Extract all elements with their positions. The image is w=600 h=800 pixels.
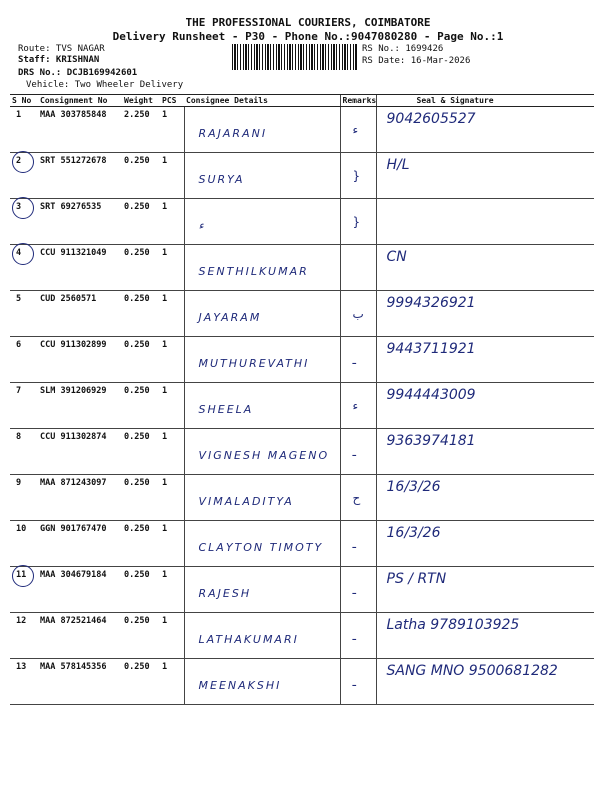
consignee-name-handwritten: RAJARANI <box>198 127 268 140</box>
consignment-number: CUD 2560571 <box>38 291 122 337</box>
serial-number-cell <box>10 107 38 153</box>
consignee-cell <box>184 291 340 337</box>
serial-number-cell <box>10 429 38 475</box>
pieces-count: 1 <box>160 429 184 475</box>
remark-mark: ـ <box>352 583 357 597</box>
serial-number-cell <box>10 521 38 567</box>
signature-handwritten: 9042605527 <box>386 111 476 127</box>
signature-handwritten: Latha 9789103925 <box>386 617 520 633</box>
table-row <box>10 613 594 659</box>
consignment-number: CCU 911321049 <box>38 245 122 291</box>
pieces-count: 1 <box>160 383 184 429</box>
serial-number: 7 <box>16 386 22 396</box>
weight-value: 0.250 <box>122 383 160 429</box>
signature-handwritten: 9944443009 <box>386 387 476 403</box>
drs-label: DRS No.: DCJB169942601 <box>18 68 138 78</box>
remarks-cell <box>340 521 376 567</box>
consignee-cell <box>184 107 340 153</box>
table-row <box>10 521 594 567</box>
signature-handwritten: SANG MNO 9500681282 <box>386 663 558 679</box>
consignment-number: GGN 901767470 <box>38 521 122 567</box>
consignee-name-handwritten: VIGNESH MAGENO <box>198 449 330 462</box>
consignee-cell <box>184 245 340 291</box>
consignee-name-handwritten: CLAYTON TIMOTY <box>198 541 324 554</box>
remark-mark: ـ <box>352 445 357 459</box>
weight-value: 0.250 <box>122 337 160 383</box>
serial-number: 6 <box>16 340 22 350</box>
handwritten-circle-mark <box>12 151 34 173</box>
weight-value: 0.250 <box>122 567 160 613</box>
serial-number-cell <box>10 337 38 383</box>
consignee-name-handwritten: ء <box>198 219 204 232</box>
weight-value: 0.250 <box>122 245 160 291</box>
signature-cell <box>376 337 594 383</box>
serial-number: 11 <box>16 570 27 580</box>
consignment-number: MAA 872521464 <box>38 613 122 659</box>
route-label: Route: TVS NAGAR <box>18 44 105 54</box>
consignment-number: CCU 911302899 <box>38 337 122 383</box>
rs-number: RS No.: 1699426 <box>362 44 444 54</box>
signature-cell <box>376 429 594 475</box>
signature-cell <box>376 199 594 245</box>
serial-number-cell <box>10 613 38 659</box>
table-row <box>10 659 594 705</box>
consignee-cell <box>184 613 340 659</box>
serial-number: 8 <box>16 432 22 442</box>
remarks-cell <box>340 659 376 705</box>
signature-cell <box>376 245 594 291</box>
weight-value: 0.250 <box>122 199 160 245</box>
serial-number: 1 <box>16 110 22 120</box>
consignment-number: SLM 391206929 <box>38 383 122 429</box>
pieces-count: 1 <box>160 659 184 705</box>
signature-handwritten: 16/3/26 <box>386 479 441 495</box>
remark-mark: ـ <box>352 675 357 689</box>
serial-number: 3 <box>16 202 22 212</box>
consignee-cell <box>184 199 340 245</box>
remarks-cell <box>340 291 376 337</box>
serial-number: 4 <box>16 248 22 258</box>
consignee-cell <box>184 567 340 613</box>
signature-cell <box>376 291 594 337</box>
rs-date: RS Date: 16-Mar-2026 <box>362 56 471 66</box>
remark-mark: ـ <box>352 629 357 643</box>
weight-value: 0.250 <box>122 521 160 567</box>
serial-number-cell <box>10 567 38 613</box>
signature-cell <box>376 475 594 521</box>
pieces-count: 1 <box>160 153 184 199</box>
consignee-cell <box>184 429 340 475</box>
signature-cell <box>376 659 594 705</box>
serial-number-cell <box>10 153 38 199</box>
handwritten-circle-mark <box>12 197 34 219</box>
serial-number-cell <box>10 245 38 291</box>
serial-number-cell <box>10 291 38 337</box>
remarks-cell <box>340 107 376 153</box>
table-row <box>10 153 594 199</box>
signature-handwritten: 9994326921 <box>386 295 476 311</box>
weight-value: 0.250 <box>122 475 160 521</box>
consignment-number: MAA 303785848 <box>38 107 122 153</box>
signature-cell <box>376 383 594 429</box>
serial-number-cell <box>10 475 38 521</box>
pieces-count: 1 <box>160 337 184 383</box>
consignee-name-handwritten: SHEELA <box>198 403 254 416</box>
weight-value: 0.250 <box>122 429 160 475</box>
handwritten-circle-mark <box>12 243 34 265</box>
header-col-sno: S No <box>10 95 38 107</box>
serial-number: 9 <box>16 478 22 488</box>
pieces-count: 1 <box>160 245 184 291</box>
serial-number: 10 <box>16 524 27 534</box>
consignment-number: MAA 871243097 <box>38 475 122 521</box>
consignee-name-handwritten: SURYA <box>198 173 245 186</box>
consignee-name-handwritten: RAJESH <box>198 587 252 600</box>
consignee-cell <box>184 659 340 705</box>
table-row <box>10 383 594 429</box>
remarks-cell <box>340 199 376 245</box>
remark-mark: ء <box>352 399 359 413</box>
handwritten-circle-mark <box>12 565 34 587</box>
consignment-number: SRT 551272678 <box>38 153 122 199</box>
signature-handwritten: H/L <box>386 157 410 173</box>
vehicle-label: Vehicle: Two Wheeler Delivery <box>26 80 184 90</box>
remark-mark: ـ <box>352 353 357 367</box>
consignee-name-handwritten: VIMALADITYA <box>198 495 294 508</box>
serial-number-cell <box>10 199 38 245</box>
consignment-number: SRT 69276535 <box>38 199 122 245</box>
table-row <box>10 107 594 153</box>
remarks-cell <box>340 245 376 291</box>
remark-mark: ء <box>352 123 359 137</box>
signature-handwritten: 9443711921 <box>386 341 476 357</box>
consignee-cell <box>184 475 340 521</box>
consignment-number: MAA 578145356 <box>38 659 122 705</box>
table-row <box>10 567 594 613</box>
remarks-cell <box>340 383 376 429</box>
remarks-cell <box>340 153 376 199</box>
consignee-name-handwritten: LATHAKUMARI <box>198 633 299 646</box>
remarks-cell <box>340 337 376 383</box>
table-header-row <box>10 95 594 107</box>
weight-value: 2.250 <box>122 107 160 153</box>
serial-number: 2 <box>16 156 22 166</box>
remark-mark: ـ <box>352 537 357 551</box>
consignee-cell <box>184 153 340 199</box>
pieces-count: 1 <box>160 199 184 245</box>
header-col-signature: Seal & Signature <box>376 95 594 107</box>
delivery-table <box>10 94 594 705</box>
table-row <box>10 429 594 475</box>
pieces-count: 1 <box>160 521 184 567</box>
remark-mark: ح <box>352 491 361 505</box>
signature-cell <box>376 613 594 659</box>
signature-handwritten: PS / RTN <box>386 571 447 587</box>
serial-number: 13 <box>16 662 27 672</box>
company-title: THE PROFESSIONAL COURIERS, COIMBATORE <box>185 16 431 29</box>
pieces-count: 1 <box>160 567 184 613</box>
serial-number: 5 <box>16 294 22 304</box>
consignment-number: MAA 304679184 <box>38 567 122 613</box>
remarks-cell <box>340 613 376 659</box>
pieces-count: 1 <box>160 107 184 153</box>
table-row <box>10 291 594 337</box>
consignee-name-handwritten: MEENAKSHI <box>198 679 282 692</box>
serial-number-cell <box>10 383 38 429</box>
pieces-count: 1 <box>160 613 184 659</box>
consignee-name-handwritten: SENTHILKUMAR <box>198 265 309 278</box>
weight-value: 0.250 <box>122 291 160 337</box>
consignee-cell <box>184 521 340 567</box>
weight-value: 0.250 <box>122 613 160 659</box>
serial-number-cell <box>10 659 38 705</box>
header-col-weight: Weight <box>122 95 160 107</box>
table-row <box>10 245 594 291</box>
consignee-name-handwritten: MUTHUREVATHI <box>198 357 310 370</box>
remarks-cell <box>340 475 376 521</box>
barcode-image <box>232 44 357 70</box>
header-col-consignee: Consignee Details <box>184 95 340 107</box>
signature-cell <box>376 153 594 199</box>
remarks-cell <box>340 567 376 613</box>
header-col-pcs: PCS <box>160 95 184 107</box>
weight-value: 0.250 <box>122 659 160 705</box>
table-row <box>10 337 594 383</box>
signature-cell <box>376 107 594 153</box>
header-col-consignment: Consignment No <box>38 95 122 107</box>
header-col-remarks: Remarks <box>340 95 376 107</box>
remark-mark: ب <box>352 307 364 321</box>
remark-mark: } <box>352 215 361 229</box>
remarks-cell <box>340 429 376 475</box>
consignee-name-handwritten: JAYARAM <box>198 311 262 324</box>
staff-label: Staff: KRISHNAN <box>18 55 100 65</box>
consignee-cell <box>184 383 340 429</box>
serial-number: 12 <box>16 616 27 626</box>
pieces-count: 1 <box>160 475 184 521</box>
signature-handwritten: 16/3/26 <box>386 525 441 541</box>
runsheet-title: Delivery Runsheet - P30 - Phone No.:9047080280 - Page No.:1 <box>112 30 504 43</box>
signature-handwritten: 9363974181 <box>386 433 476 449</box>
remark-mark: } <box>352 169 361 183</box>
table-row <box>10 475 594 521</box>
signature-cell <box>376 521 594 567</box>
consignment-number: CCU 911302874 <box>38 429 122 475</box>
signature-handwritten: CN <box>386 249 407 265</box>
weight-value: 0.250 <box>122 153 160 199</box>
pieces-count: 1 <box>160 291 184 337</box>
table-row <box>10 199 594 245</box>
consignee-cell <box>184 337 340 383</box>
signature-cell <box>376 567 594 613</box>
